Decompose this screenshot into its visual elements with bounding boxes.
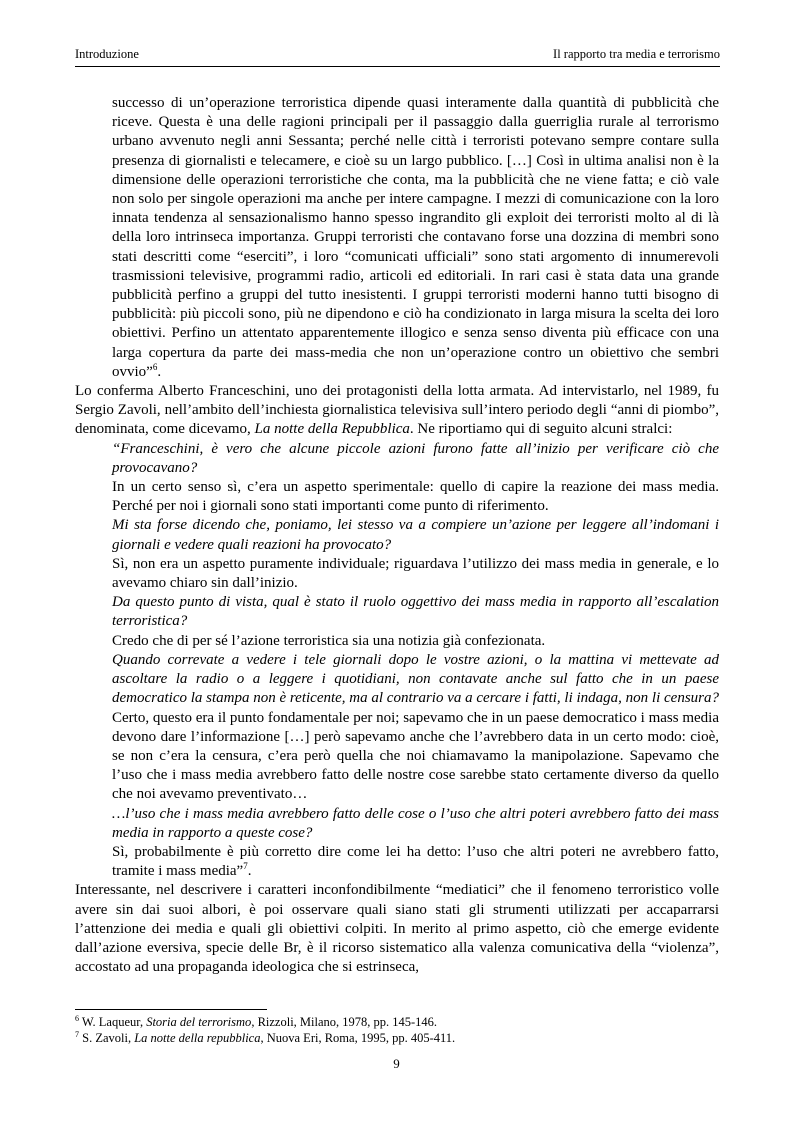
interview-answer: Certo, questo era il punto fondamentale per noi; sapevamo che in un paese democratico i mass media devono dare l’informazione […] però sapevamo anche che l’avrebbero data in un certo modo: cioè, se non c’era la censura, c’era però quella che noi chiamavamo la manipolazione. Sapevamo che l’uso che i mass media avrebbero fatto delle nostre cose sarebbe stato certamente diverso da quello che noi avevamo preventivato… xyxy=(112,709,719,803)
interview-answer: Credo che di per sé l’azione terroristica sia una notizia già confezionata. xyxy=(112,632,546,649)
interview-answer-text: Sì, probabilmente è più corretto dire come lei ha detto: l’uso che altri poteri ne avrebbero fatto, tramite i mass media” xyxy=(112,843,719,880)
footnote-number: 6 xyxy=(75,1014,79,1023)
footnote-author: S. Zavoli, xyxy=(79,1031,135,1045)
paragraph-franceschini xyxy=(75,382,719,440)
page-number: 9 xyxy=(393,1056,400,1071)
interview-answer-end: . xyxy=(247,863,252,880)
footnotes xyxy=(75,1014,720,1046)
interview-answer: In un certo senso sì, c’era un aspetto sperimentale: quello di capire la reazione dei mass media. Perché per noi i giornali sono stati importanti come punto di riferimento. xyxy=(112,479,719,515)
footnote-publication: , Rizzoli, Milano, 1978, pp. 145-146. xyxy=(251,1015,438,1029)
interview-question: Mi sta forse dicendo che, poniamo, lei stesso va a compiere un’azione per leggere all’indomani i giornali e vedere quali reazioni ha provocato? xyxy=(112,517,719,553)
footnote-7 xyxy=(75,1030,720,1046)
footnote-number: 7 xyxy=(75,1030,79,1039)
interview-answer: Sì, non era un aspetto puramente individuale; riguardava l’utilizzo dei mass media in generale, e lo avevamo chiaro sin dall’inizio. xyxy=(112,555,719,592)
block-quote-laqueur xyxy=(112,94,719,382)
footnote-6 xyxy=(75,1014,720,1030)
interview-question: …l’uso che i mass media avrebbero fatto delle cose o l’uso che altri poteri avrebbero fatto dei mass media in rapporto a queste cose? xyxy=(112,805,719,841)
program-title: La notte della Repubblica xyxy=(254,421,410,438)
header-rule xyxy=(75,66,720,67)
footnote-publication: , Nuova Eri, Roma, 1995, pp. 405-411. xyxy=(260,1031,456,1045)
footnote-book-title: La notte della repubblica xyxy=(134,1031,261,1045)
header-title: Il rapporto tra media e terrorismo xyxy=(553,47,720,61)
paragraph-text-end: . Ne riportiamo qui di seguito alcuni stralci: xyxy=(409,421,673,438)
paragraph-mediatici: Interessante, nel descrivere i caratteri inconfondibilmente “mediatici” che il fenomeno terroristico volle avere sin dai suoi albori, è poi osservare quali siano stati gli strumenti utilizzati per accaparrarsi l’attenzione dei media e quali gli obiettivi colpiti. In merito al primo aspetto, ciò che emerge evidente dall’azione eversiva, specie delle Br, è il ricorso sistematico alla valenza comunicativa della “violenza”, accostato ad una propaganda ideologica che si estrinseca, xyxy=(75,882,719,976)
footnote-author: W. Laqueur, xyxy=(79,1015,147,1029)
interview-excerpt xyxy=(112,440,719,882)
interview-question: Da questo punto di vista, qual è stato il ruolo oggettivo dei mass media in rapporto all’escalation terroristica? xyxy=(112,594,719,630)
footnote-ref-7: 7 xyxy=(243,861,248,872)
paragraph-text: Lo conferma Alberto Franceschini, uno dei protagonisti della lotta armata. Ad intervistarlo, nel 1989, fu Sergio Zavoli, nell’ambito dell’inchiesta giornalistica televisiva sull’intero periodo degli “anni di piombo”, denominata, come dicevamo, xyxy=(75,383,719,438)
interview-answer-last xyxy=(112,843,719,881)
quote-text: successo di un’operazione terroristica dipende quasi interamente dalla quantità di pubblicità che riceve. Questa è una delle ragioni principali per il passaggio dalla guerriglia rurale al terrorismo urbano avvenuto negli anni Sessanta; perché nelle città i terroristi potevano sempre contare sulla presenza di giornalisti e telecamere, e cioè su un largo pubblico. […] Così in ultima analisi non è la dimensione delle operazioni terroristiche che conta, ma la pubblicità che ne viene fatta; e ciò vale non solo per singole operazioni ma anche per intere campagne. I mezzi di comunicazione con la loro innata tendenza al sensazionalismo hanno spesso ingrandito gli exploit dei terroristi molto al di là della loro intrinseca importanza. Gruppi terroristi che contavano forse una dozzina di membri sono stati descritti come “eserciti”, i loro “comunicati ufficiali” sono stati argomento di innumerevoli trasmissioni televisive, programmi radio, articoli ed editoriali. In rari casi è stata data una grande pubblicità perfino a gruppi del tutto inesistenti. I gruppi terroristi moderni hanno tutti bisogno di pubblicità: più piccoli sono, più ne dipendono e ciò ha condizionato in larga misura la scelta dei loro obiettivi. Perfino un attentato apparentemente illogico e senza senso diventa più efficace con una larga copertura da parte dei mass-media che non un’operazione contro un obiettivo che sembri ovvio” xyxy=(112,95,719,380)
interview-question: Quando correvate a vedere i tele giornali dopo le vostre azioni, o la mattina vi mettevate ad ascoltare la radio o a leggere i quotidiani, non contavate anche sul fatto che in un paese democratico la stampa non è reticente, ma al contrario va a cercare i fatti, li indaga, non li censura? xyxy=(112,651,719,707)
interview-question: “Franceschini, è vero che alcune piccole azioni furono fatte all’inizio per verificare ciò che provocavano? xyxy=(112,440,719,476)
quote-end: . xyxy=(157,363,162,380)
footnote-rule xyxy=(75,1009,267,1010)
footnote-ref-6: 6 xyxy=(152,361,158,372)
header-chapter: Introduzione xyxy=(75,47,139,61)
footnote-book-title: Storia del terrorismo xyxy=(146,1015,252,1029)
body-text xyxy=(75,94,719,977)
